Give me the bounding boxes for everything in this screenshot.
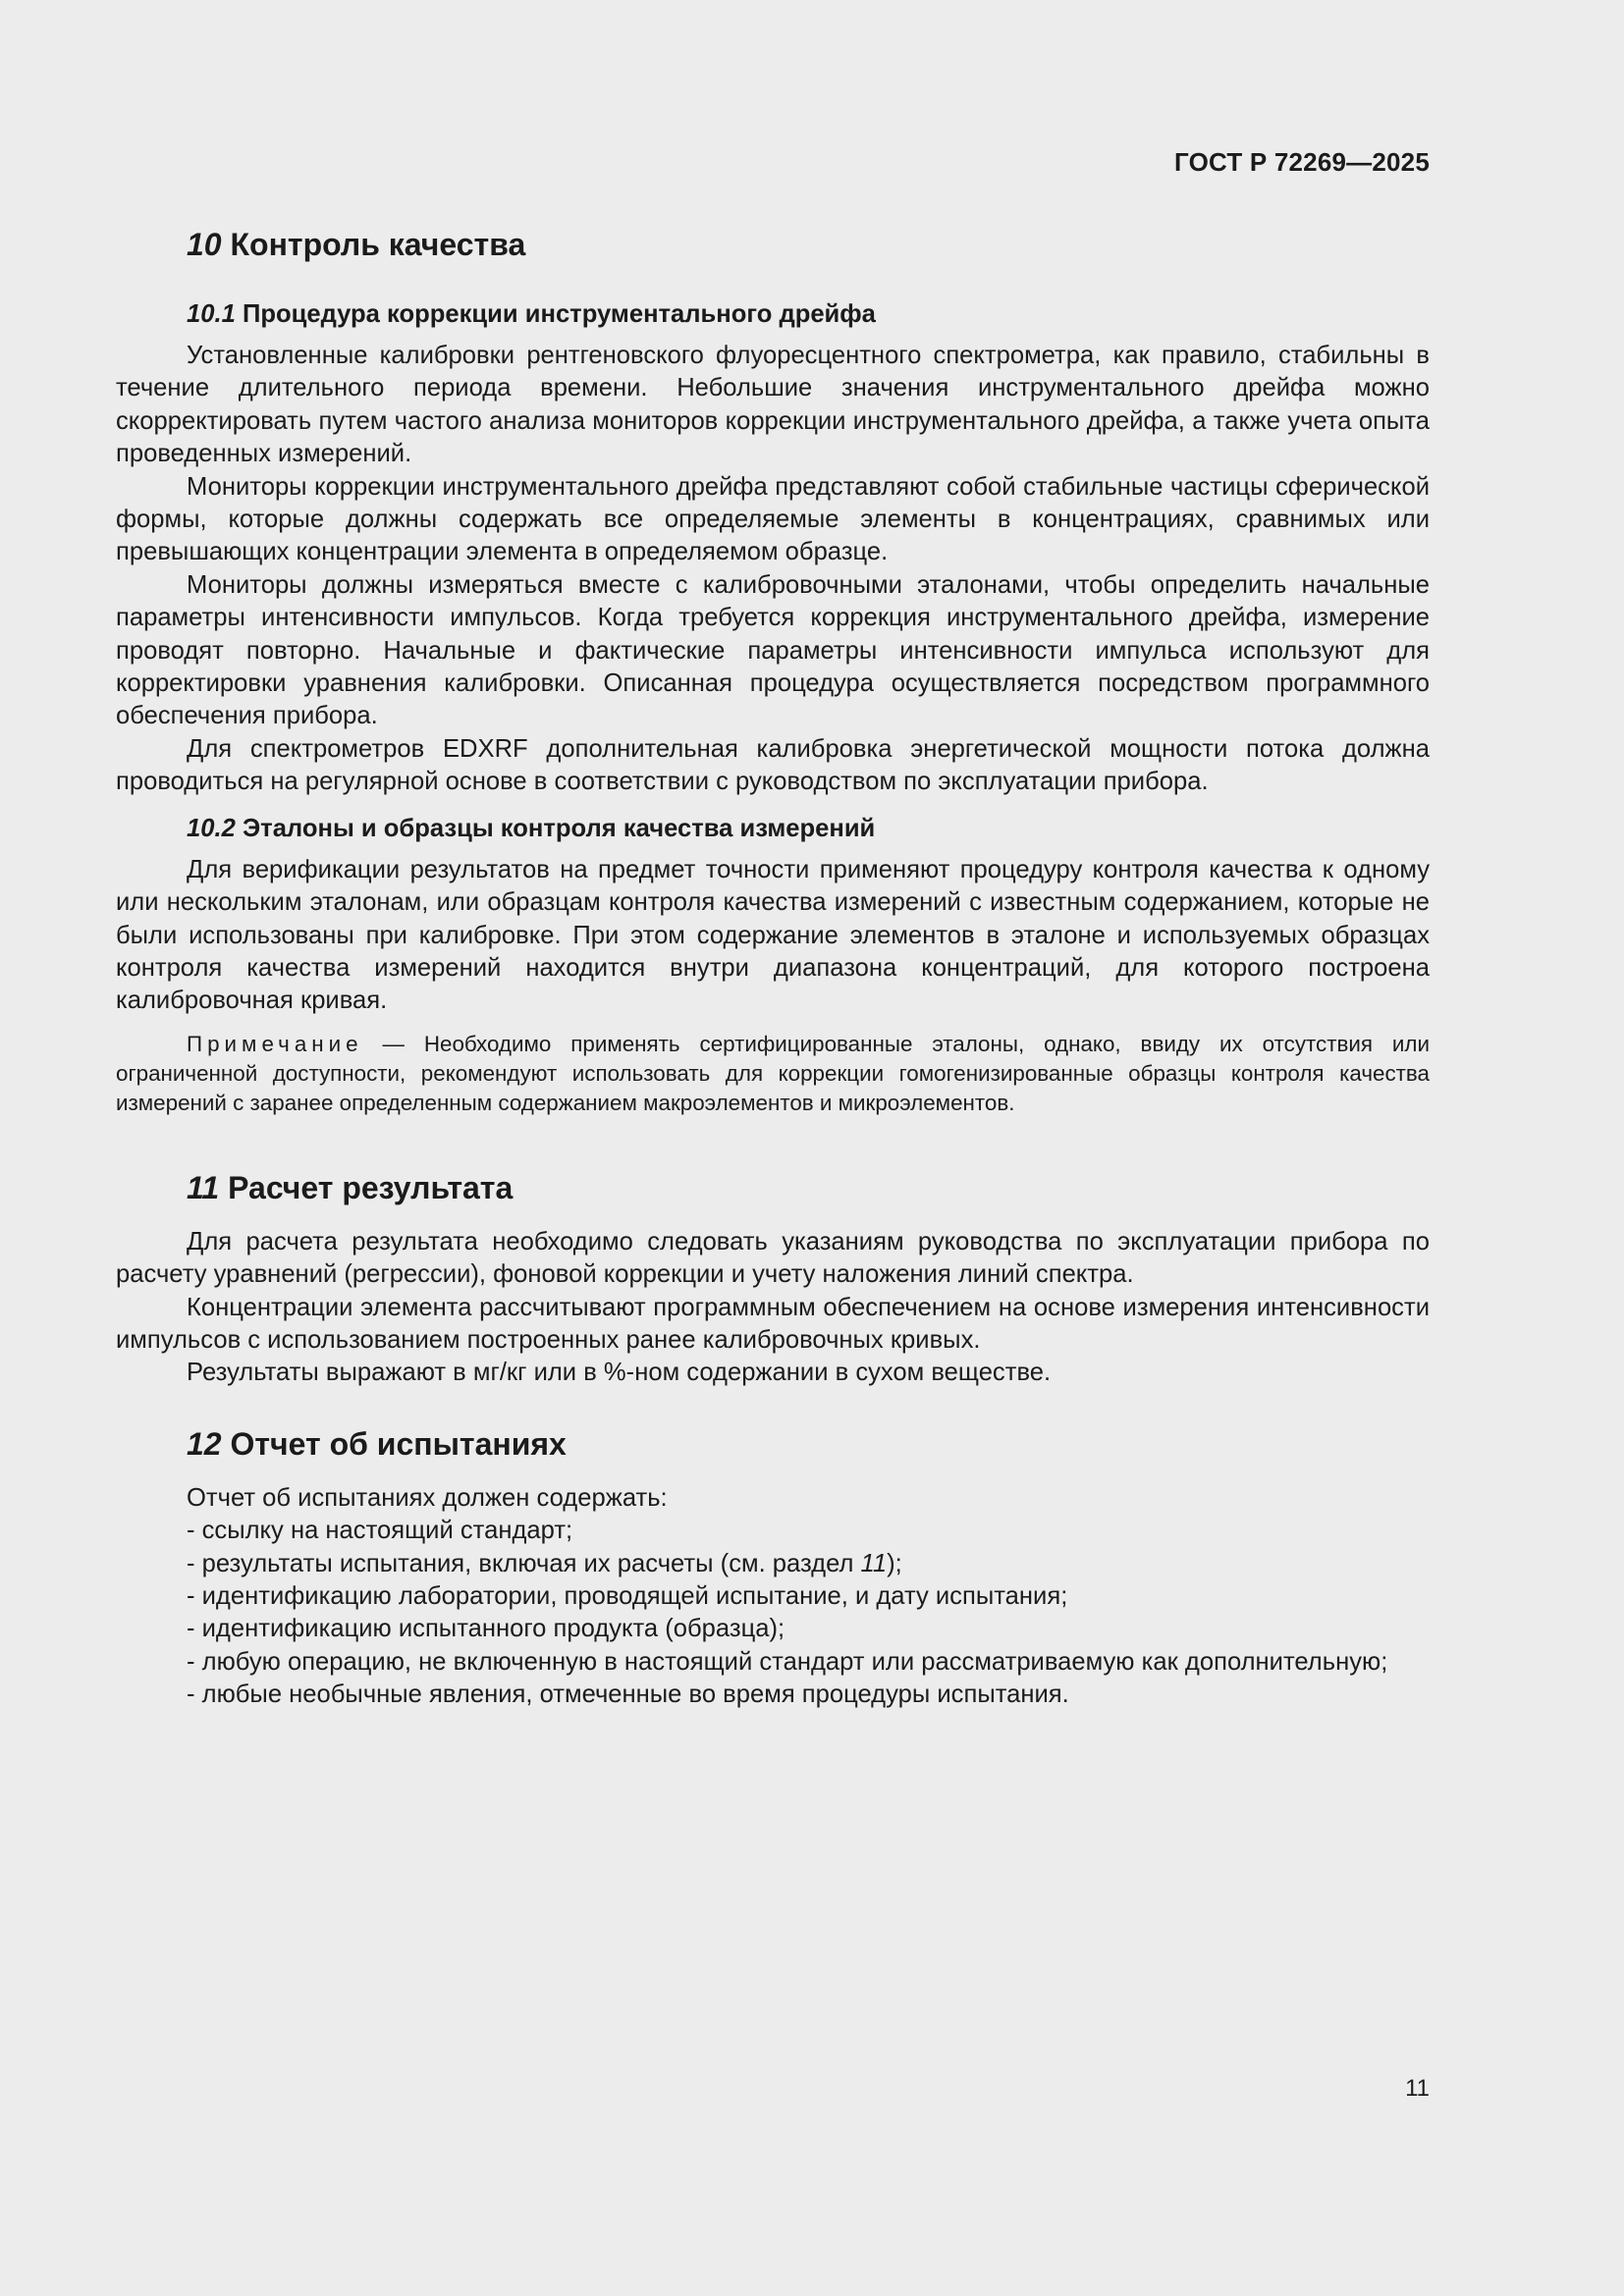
note-label: Примечание — [187, 1031, 363, 1056]
subsection-number: 10.2 — [187, 814, 236, 842]
subsection-10-2-heading — [116, 811, 1430, 846]
subsection-10-1-heading — [116, 296, 1430, 332]
section-number: 12 — [187, 1425, 222, 1462]
subsection-title: Процедура коррекции инструментального дрейфа — [242, 300, 876, 328]
document-code: ГОСТ Р 72269—2025 — [1174, 147, 1430, 177]
list-item: - ссылку на настоящий стандарт; — [187, 1517, 573, 1545]
section-title: Контроль качества — [230, 227, 526, 262]
section-reference: 11 — [860, 1549, 888, 1577]
note-dash: — — [362, 1031, 424, 1056]
paragraph: Для верификации результатов на предмет точности применяют процедуру контроля качества к одному или нескольким эталонам, или образцам контроля качества измерений с известным содержанием, которые не были использованы при калибровке. При этом содержание элементов в эталоне и используемых образцах контроля качества измерений находится внутри диапазона концентраций, для которого построена калибровочная кривая. — [116, 855, 1430, 1015]
list-item: - идентификацию лаборатории, проводящей испытание, и дату испытания; — [187, 1581, 1068, 1610]
section-10-heading — [116, 220, 1430, 269]
report-contents-list — [116, 1515, 1430, 1711]
paragraph: Мониторы должны измеряться вместе с калибровочными эталонами, чтобы определить начальные параметры интенсивности импульсов. Когда требуется коррекция инструментального дрейфа, измерение проводят повторно. Начальные и фактические параметры интенсивности импульса используют для корректировки уравнения калибровки. Описанная процедура осуществляется посредством программного обеспечения прибора. — [116, 570, 1430, 730]
paragraph: Для расчета результата необходимо следовать указаниям руководства по эксплуатации прибора по расчету уравнений (регрессии), фоновой коррекции и учету наложения линий спектра. — [116, 1227, 1430, 1289]
list-item: - идентификацию испытанного продукта (образца); — [187, 1615, 785, 1643]
subsection-title: Эталоны и образцы контроля качества измерений — [242, 814, 876, 842]
section-11-heading — [116, 1163, 1430, 1212]
list-item: - любые необычные явления, отмеченные во время процедуры испытания. — [187, 1681, 1069, 1709]
subsection-number: 10.1 — [187, 300, 236, 328]
section-12-heading — [116, 1419, 1430, 1468]
page-content — [116, 220, 1430, 1712]
paragraph: Отчет об испытаниях должен содержать: — [187, 1483, 668, 1512]
section-number: 10 — [187, 227, 222, 262]
section-11-body — [116, 1226, 1430, 1390]
paragraph: Установленные калибровки рентгеновского флуоресцентного спектрометра, как правило, стабильны в течение длительного периода времени. Небольшие значения инструментального дрейфа можно скорректировать путем частого анализа мониторов коррекции инструментального дрейфа, а также учета опыта проведенных измерений. — [116, 342, 1430, 468]
section-12-body — [116, 1482, 1430, 1712]
list-item: - любую операцию, не включенную в настоящий стандарт или рассматриваемую как дополнительную; — [187, 1647, 1388, 1676]
paragraph: Мониторы коррекции инструментального дрейфа представляют собой стабильные частицы сферической формы, которые должны содержать все определяемые элементы в концентрациях, сравнимых или превышающих концентрации элемента в определяемом образце. — [116, 472, 1430, 566]
page-number: 11 — [1405, 2075, 1430, 2102]
list-item — [116, 1548, 1430, 1580]
subsection-10-1-body — [116, 340, 1430, 799]
paragraph: Результаты выражают в мг/кг или в %-ном содержании в сухом веществе. — [187, 1359, 1052, 1387]
section-number: 11 — [187, 1169, 220, 1205]
section-title: Отчет об испытаниях — [230, 1425, 567, 1462]
paragraph: Для спектрометров EDXRF дополнительная калибровка энергетической мощности потока должна проводиться на регулярной основе в соответствии с руководством по эксплуатации прибора. — [116, 734, 1430, 796]
list-item-text: ); — [887, 1549, 902, 1577]
note-text: Необходимо применять сертифицированные эталоны, однако, ввиду их отсутствия или ограниченной доступности, рекомендуют использовать для коррекции гомогенизированные образцы контроля качества измерений с заранее определенным содержанием макроэлементов и микроэлементов. — [116, 1031, 1430, 1115]
paragraph: Концентрации элемента рассчитывают программным обеспечением на основе измерения интенсивности импульсов с использованием построенных ранее калибровочных кривых. — [116, 1293, 1430, 1354]
subsection-10-2-body — [116, 854, 1430, 1118]
section-title: Расчет результата — [228, 1169, 514, 1205]
list-item-text: - результаты испытания, включая их расчеты (см. раздел — [187, 1549, 861, 1577]
note — [116, 1030, 1430, 1118]
